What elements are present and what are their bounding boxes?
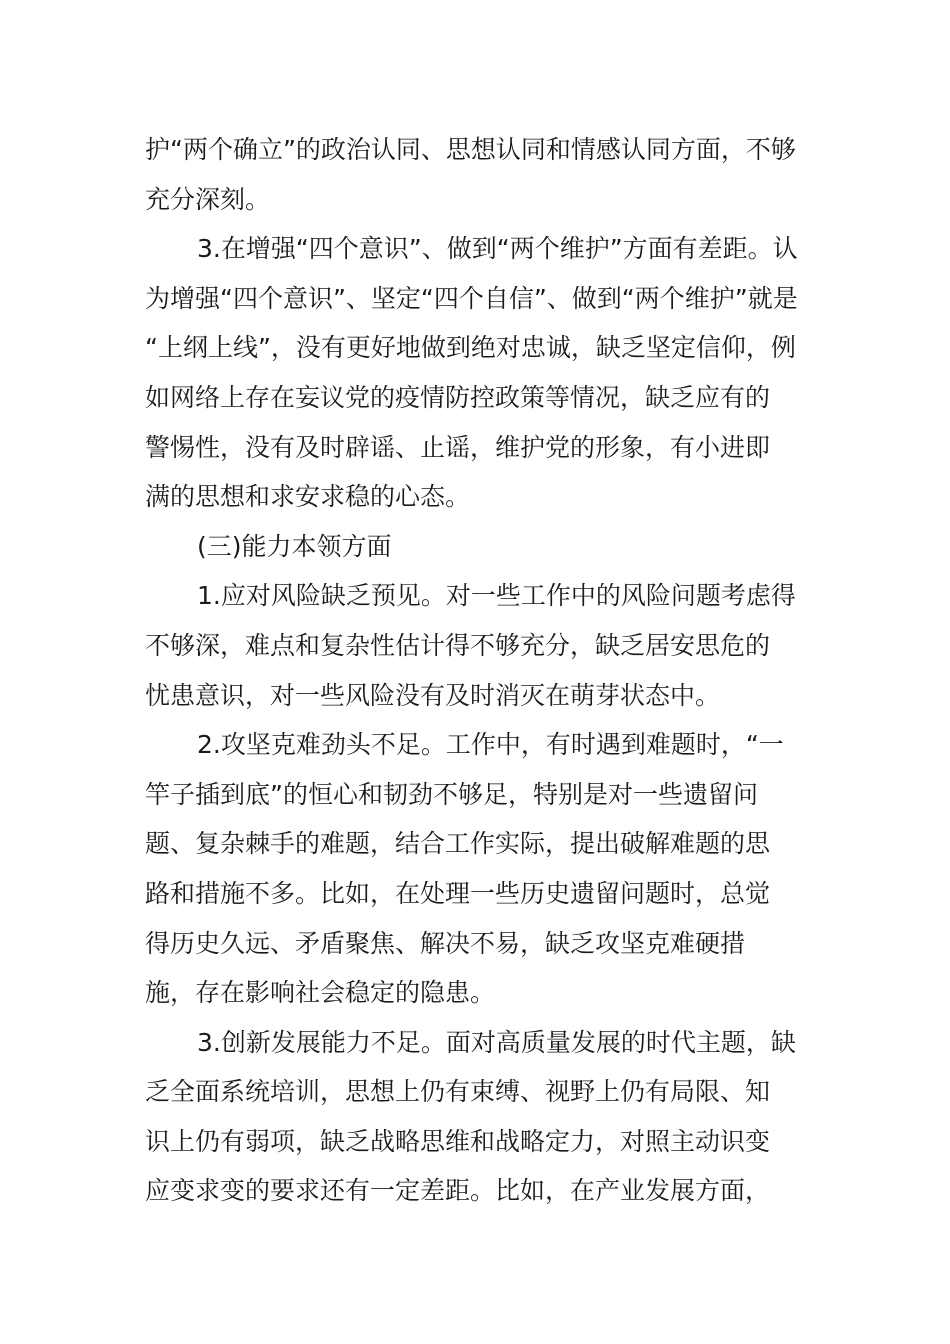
text-line: 护“两个确立”的政治认同、思想认同和情感认同方面，不够 xyxy=(145,135,796,164)
text-line: 为增强“四个意识”、坚定“四个自信”、做到“两个维护”就是 xyxy=(145,283,798,313)
text-line: 如网络上存在妄议党的疫情防控政策等情况，缺乏应有的 xyxy=(145,382,771,412)
text-line: 充分深刻。 xyxy=(145,184,271,214)
paragraph-start-line: 3.在增强“四个意识”、做到“两个维护”方面有差距。认 xyxy=(197,234,798,264)
text-line: “上纲上线”，没有更好地做到绝对忠诚，缺乏坚定信仰，例 xyxy=(145,333,796,363)
text-line: 乏全面系统培训，思想上仍有束缚、视野上仍有局限、知 xyxy=(145,1077,771,1107)
text-line: 路和措施不多。比如，在处理一些历史遗留问题时，总觉 xyxy=(145,878,771,908)
text-line: 得历史久远、矛盾聚焦、解决不易，缺乏攻坚克难硬措 xyxy=(145,928,746,958)
text-line: 忧患意识，对一些风险没有及时消灭在萌芽状态中。 xyxy=(145,680,721,710)
text-line: 施，存在影响社会稳定的隐患。 xyxy=(145,978,496,1008)
text-line: 识上仍有弱项，缺乏战略思维和战略定力，对照主动识变 xyxy=(145,1126,771,1156)
section-heading: (三)能力本领方面 xyxy=(197,531,392,561)
text-line: 满的思想和求安求稳的心态。 xyxy=(145,482,471,512)
text-line: 应变求变的要求还有一定差距。比如，在产业发展方面， xyxy=(145,1176,771,1206)
text-line: 警惕性，没有及时辟谣、止谣，维护党的形象，有小进即 xyxy=(145,432,771,462)
paragraph-start-line: 2.攻坚克难劲头不足。工作中，有时遇到难题时，“一 xyxy=(197,730,784,760)
text-line: 不够深，难点和复杂性估计得不够充分，缺乏居安思危的 xyxy=(145,630,771,660)
text-line: 题、复杂棘手的难题，结合工作实际，提出破解难题的思 xyxy=(145,829,771,859)
text-line: 竿子插到底”的恒心和韧劲不够足，特别是对一些遗留问 xyxy=(145,779,758,809)
paragraph-start-line: 1.应对风险缺乏预见。对一些工作中的风险问题考虑得 xyxy=(197,581,796,611)
body-text xyxy=(145,125,810,1216)
paragraph-start-line: 3.创新发展能力不足。面对高质量发展的时代主题，缺 xyxy=(197,1027,796,1057)
